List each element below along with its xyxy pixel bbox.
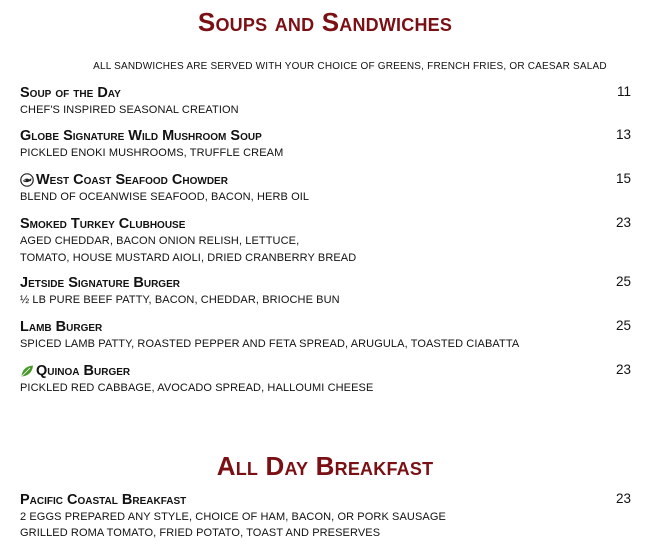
item-description: CHEF'S INSPIRED SEASONAL CREATION	[20, 104, 239, 116]
item-description-line-2: TOMATO, HOUSE MUSTARD AIOLI, DRIED CRANBERRY BREAD	[20, 252, 357, 264]
menu-item-mushroom-soup	[20, 127, 635, 161]
item-price: 11	[616, 84, 631, 99]
item-description: ½ LB PURE BEEF PATTY, BACON, CHEDDAR, BRIOCHE BUN	[20, 294, 340, 306]
item-price: 23	[615, 362, 631, 377]
item-price: 25	[615, 274, 631, 289]
section-title-all-day-breakfast: All Day Breakfast	[216, 451, 434, 481]
item-description: PICKLED ENOKI MUSHROOMS, TRUFFLE CREAM	[20, 147, 284, 159]
item-price: 25	[615, 318, 631, 333]
item-description: SPICED LAMB PATTY, ROASTED PEPPER AND FETA SPREAD, ARUGULA, TOASTED CIABATTA	[20, 338, 520, 350]
item-name: Pacific Coastal Breakfast	[20, 492, 187, 508]
menu-item-quinoa-burger	[20, 362, 635, 396]
menu-item-soup-of-the-day	[20, 84, 635, 118]
item-price: 23	[615, 215, 631, 230]
item-description-line-2: GRILLED ROMA TOMATO, FRIED POTATO, TOAST AND PRESERVES	[20, 527, 381, 539]
section-title-soups-sandwiches: Soups and Sandwiches	[197, 7, 453, 37]
item-name: Globe Signature Wild Mushroom Soup	[20, 128, 262, 144]
item-description-line-1: 2 EGGS PREPARED ANY STYLE, CHOICE OF HAM, BACON, OR PORK SAUSAGE	[20, 511, 446, 523]
menu-item-pacific-coastal-breakfast	[20, 491, 635, 541]
item-price: 15	[615, 171, 631, 186]
item-name: Quinoa Burger	[36, 363, 131, 379]
vegetarian-leaf-icon	[20, 364, 34, 378]
item-description: BLEND OF OCEANWISE SEAFOOD, BACON, HERB OIL	[20, 191, 310, 203]
item-description: PICKLED RED CABBAGE, AVOCADO SPREAD, HALLOUMI CHEESE	[20, 382, 374, 394]
menu-item-turkey-clubhouse	[20, 215, 635, 266]
item-name: Lamb Burger	[20, 319, 103, 335]
item-name: Soup of the Day	[20, 85, 121, 101]
item-name: West Coast Seafood Chowder	[36, 172, 228, 188]
item-description-line-1: AGED CHEDDAR, BACON ONION RELISH, LETTUCE,	[20, 235, 300, 247]
item-price: 23	[615, 491, 631, 506]
item-name: Jetside Signature Burger	[20, 275, 180, 291]
menu-item-signature-burger	[20, 274, 635, 308]
oceanwise-icon	[20, 173, 34, 187]
item-name: Smoked Turkey Clubhouse	[20, 216, 186, 232]
item-price: 13	[615, 127, 631, 142]
sandwich-sides-note: ALL SANDWICHES ARE SERVED WITH YOUR CHOICE OF GREENS, FRENCH FRIES, OR CAESAR SALAD	[93, 61, 607, 72]
menu-item-lamb-burger	[20, 318, 635, 352]
menu-item-seafood-chowder	[20, 171, 635, 205]
